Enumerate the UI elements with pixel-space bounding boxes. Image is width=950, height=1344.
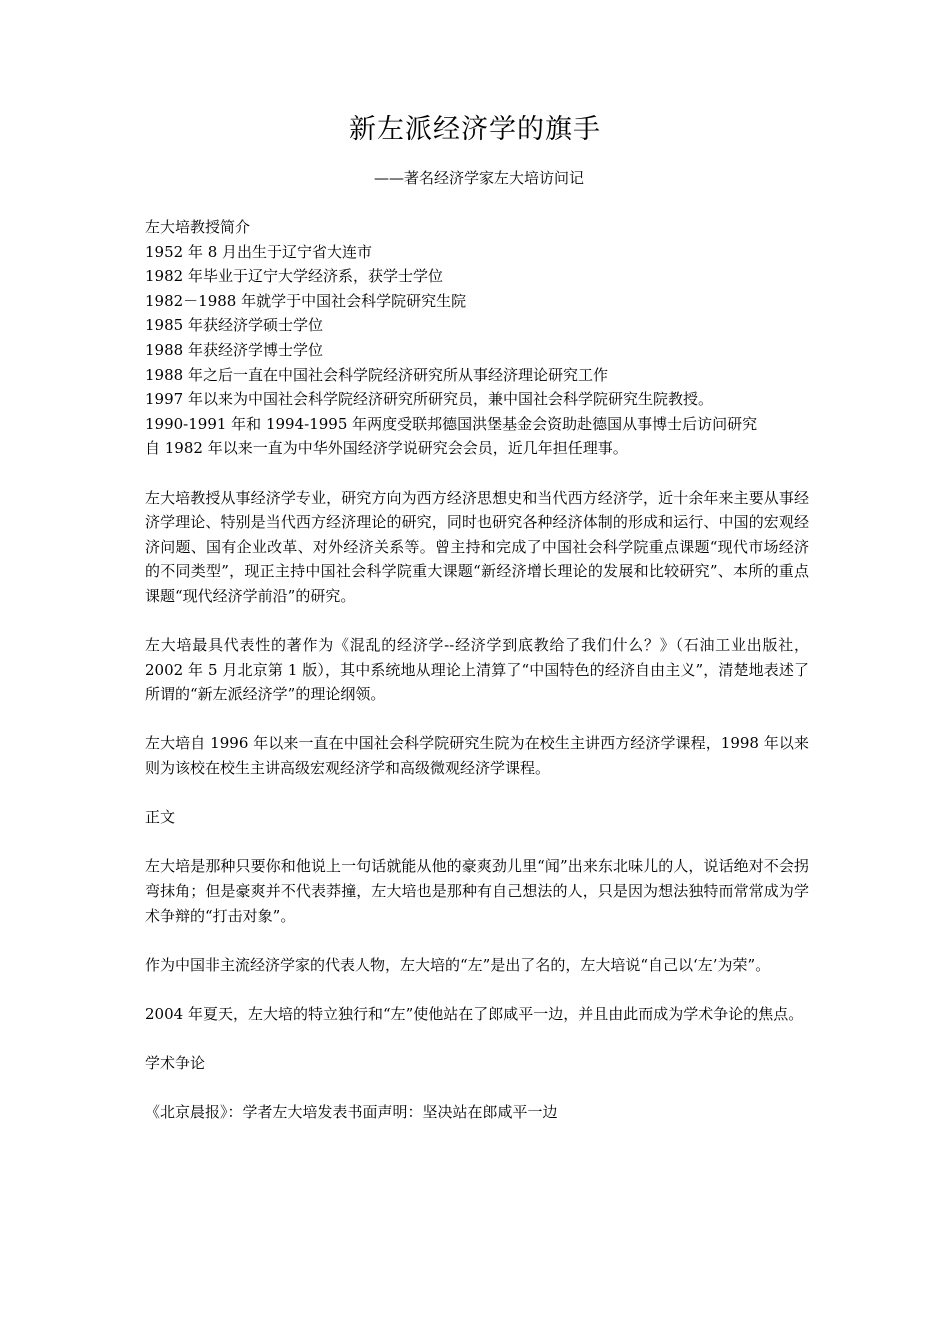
main-paragraph: 2004 年夏天，左大培的特立独行和“左”使他站在了郎咸平一边，并且由此而成为学术争论的焦点。 (145, 1005, 804, 1023)
main-paragraph: 左大培是那种只要你和他说上一句话就能从他的豪爽劲儿里“闻”出来东北味儿的人，说话绝对不会拐弯抹角；但是豪爽并不代表莽撞，左大培也是那种有自己想法的人，只是因为想法独特而常常成为学术争辩的“打击对象”。 (145, 857, 809, 925)
profile-item: 1985 年获经济学硕士学位 (145, 316, 323, 335)
paragraph-spacer (145, 781, 809, 806)
main-paragraph: 作为中国非主流经济学家的代表人物，左大培的“左”是出了名的，左大培说“自己以‘左’为荣”。 (145, 955, 771, 974)
profile-item: 1990-1991 年和 1994-1995 年两度受联邦德国洪堡基金会资助赴德国从事博士后访问研究 (145, 414, 758, 433)
document-title: 新左派经济学的旗手 (349, 114, 601, 145)
document-body (145, 215, 809, 1125)
debate-headline: 《北京晨报》：学者左大培发表书面声明：坚决站在郎咸平一边 (145, 1103, 558, 1122)
paragraph-spacer (145, 707, 809, 732)
paragraph-spacer (145, 461, 809, 486)
profile-item: 1952 年 8 月出生于辽宁省大连市 (145, 242, 373, 261)
section-heading-debate: 学术争论 (145, 1054, 206, 1073)
intro-paragraph: 左大培最具代表性的著作为《混乱的经济学--经济学到底教给了我们什么？》（石油工业出版社，2002 年 5 月北京第 1 版），其中系统地从理论上清算了“中国特色的经济自由主义”，清楚地表述了所谓的“新左派经济学”的理论纲领。 (145, 636, 809, 704)
paragraph-spacer (145, 928, 809, 953)
profile-item: 1988 年获经济学博士学位 (145, 340, 323, 359)
profile-item: 1988 年之后一直在中国社会科学院经济研究所从事经济理论研究工作 (145, 365, 608, 384)
intro-paragraph: 左大培自 1996 年以来一直在中国社会科学院研究生院为在校生主讲西方经济学课程，1998 年以来则为该校在校生主讲高级宏观经济学和高级微观经济学课程。 (145, 734, 809, 778)
paragraph-spacer (145, 1027, 809, 1052)
document-subtitle: ——著名经济学家左大培访问记 (373, 169, 584, 187)
intro-paragraph: 左大培教授从事经济学专业，研究方向为西方经济思想史和当代西方经济学，近十余年来主要从事经济学理论、特别是当代西方经济理论的研究，同时也研究各种经济体制的形成和运行、中国的宏观经济问题、国有企业改革、对外经济关系等。曾主持和完成了中国社会科学院重点课题“现代市场经济的不同类型”，现正主持中国社会科学院重大课题“新经济增长理论的发展和比较研究”、本所的重点课题“现代经济学前沿”的研究。 (145, 488, 809, 605)
profile-item: 自 1982 年以来一直为中华外国经济学说研究会会员，近几年担任理事。 (145, 439, 628, 458)
profile-item: 1982－1988 年就学于中国社会科学院研究生院 (145, 291, 467, 310)
profile-item: 1982 年毕业于辽宁大学经济系，获学士学位 (145, 267, 443, 286)
paragraph-spacer (145, 977, 809, 1002)
paragraph-spacer (145, 830, 809, 855)
profile-heading: 左大培教授简介 (145, 218, 251, 236)
section-heading-main: 正文 (145, 808, 176, 827)
paragraph-spacer (145, 1076, 809, 1101)
profile-item: 1997 年以来为中国社会科学院经济研究所研究员，兼中国社会科学院研究生院教授。 (145, 390, 713, 409)
paragraph-spacer (145, 609, 809, 634)
